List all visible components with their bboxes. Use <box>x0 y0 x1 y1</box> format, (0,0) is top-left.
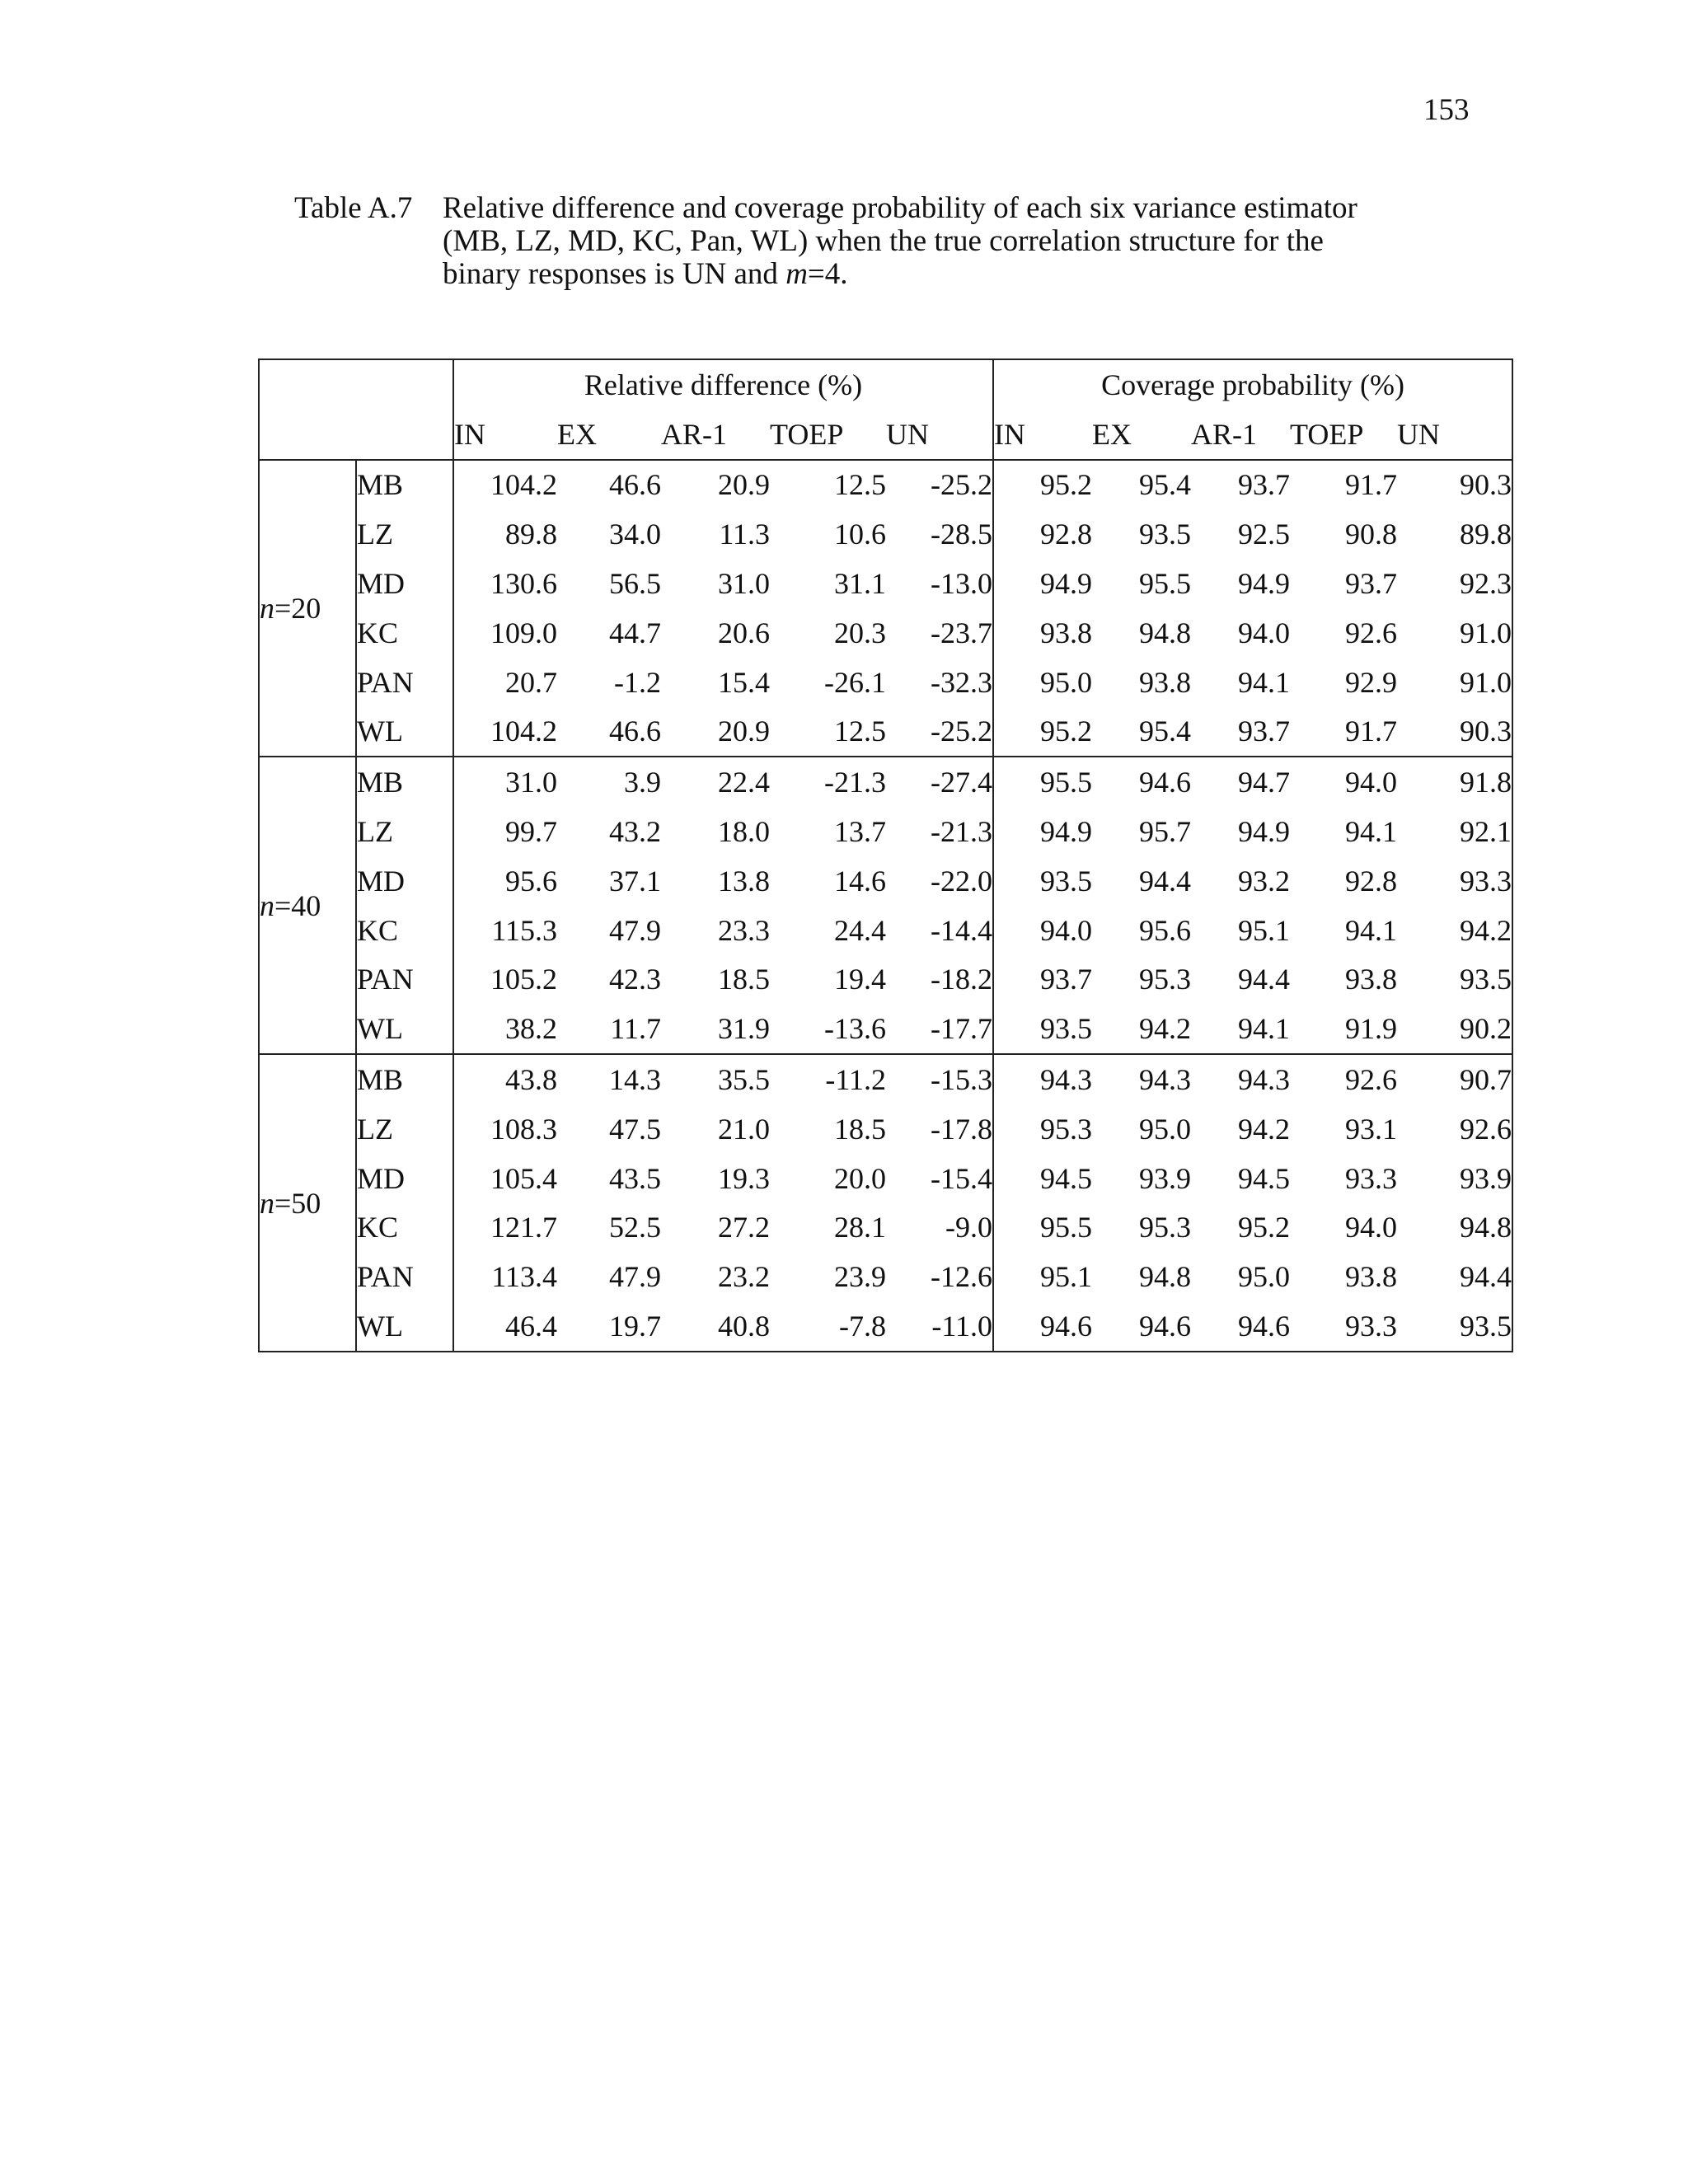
estimator-label: WL <box>356 1301 453 1352</box>
sample-size-variable: n <box>260 888 274 922</box>
relative-difference-cell: -23.7 <box>931 616 992 649</box>
relative-difference-cell: 20.7 <box>453 658 557 707</box>
coverage-probability-cell: 95.6 <box>1139 913 1191 947</box>
relative-difference-cell: 46.4 <box>453 1301 557 1352</box>
group-header-relative-difference: Relative difference (%) <box>453 359 993 410</box>
coverage-probability-cell: 93.8 <box>1345 963 1397 996</box>
relative-difference-cell: 109.0 <box>453 608 557 658</box>
coverage-probability-cell: 94.1 <box>1238 665 1290 699</box>
coverage-probability-cell: 95.1 <box>1238 913 1290 947</box>
relative-difference-cell: 38.2 <box>453 1004 557 1054</box>
page-number: 153 <box>1423 93 1470 127</box>
coverage-probability-cell: 92.1 <box>1397 807 1512 856</box>
relative-difference-cell: -11.2 <box>770 1054 886 1104</box>
coverage-probability-cell: 94.1 <box>1345 913 1397 947</box>
column-header: TOEP <box>770 417 844 451</box>
relative-difference-cell: 47.9 <box>609 1260 661 1294</box>
coverage-probability-cell: 95.0 <box>1139 1112 1191 1146</box>
estimator-label: PAN <box>356 658 453 707</box>
estimator-label: KC <box>356 906 453 955</box>
relative-difference-cell: 47.5 <box>609 1112 661 1146</box>
relative-difference-cell: 35.5 <box>661 1054 770 1104</box>
relative-difference-cell: 20.3 <box>834 616 886 649</box>
caption-line: (MB, LZ, MD, KC, Pan, WL) when the true correlation structure for the <box>443 224 1324 258</box>
table-row <box>259 1203 1512 1253</box>
relative-difference-cell: 43.2 <box>609 815 661 849</box>
table-row <box>259 707 1512 757</box>
coverage-probability-cell: 95.5 <box>993 1203 1092 1253</box>
relative-difference-cell: 31.0 <box>453 757 557 807</box>
coverage-probability-cell: 93.8 <box>1345 1260 1397 1294</box>
relative-difference-cell: 20.9 <box>718 715 770 748</box>
relative-difference-cell: 23.3 <box>718 913 770 947</box>
coverage-probability-cell: 91.9 <box>1345 1012 1397 1046</box>
column-header: EX <box>1092 417 1132 451</box>
relative-difference-cell: 20.9 <box>661 460 770 510</box>
relative-difference-cell: -9.0 <box>945 1211 992 1244</box>
coverage-probability-cell: 95.4 <box>1139 715 1191 748</box>
relative-difference-cell: 31.0 <box>718 567 770 601</box>
relative-difference-cell: -7.8 <box>770 1301 886 1352</box>
coverage-probability-cell: 94.9 <box>1238 815 1290 849</box>
coverage-probability-cell: 90.7 <box>1397 1054 1512 1104</box>
coverage-probability-cell: 92.6 <box>1397 1104 1512 1154</box>
estimator-label: WL <box>356 1004 453 1054</box>
coverage-probability-cell: 94.6 <box>1191 1301 1290 1352</box>
caption-line: Relative difference and coverage probability of each six variance estimator <box>443 191 1357 225</box>
coverage-probability-cell: 90.3 <box>1397 460 1512 510</box>
coverage-probability-cell: 94.3 <box>1191 1054 1290 1104</box>
coverage-probability-cell: 93.7 <box>1191 460 1290 510</box>
relative-difference-cell: 42.3 <box>609 963 661 996</box>
coverage-probability-cell: 95.2 <box>1238 1211 1290 1244</box>
coverage-probability-cell: 95.0 <box>1238 1260 1290 1294</box>
relative-difference-cell: 43.5 <box>609 1161 661 1195</box>
coverage-probability-cell: 94.3 <box>993 1054 1092 1104</box>
relative-difference-cell: -15.3 <box>886 1054 993 1104</box>
coverage-probability-cell: 94.2 <box>1139 1012 1191 1046</box>
estimator-label: MD <box>356 856 453 906</box>
coverage-probability-cell: 94.1 <box>1238 1012 1290 1046</box>
relative-difference-cell: -1.2 <box>614 665 661 699</box>
relative-difference-cell: 19.4 <box>834 963 886 996</box>
table-row <box>259 608 1512 658</box>
relative-difference-cell: -21.3 <box>931 815 992 849</box>
coverage-probability-cell: 89.8 <box>1397 509 1512 559</box>
coverage-probability-cell: 94.5 <box>993 1154 1092 1203</box>
caption-label: Table A.7 <box>294 191 413 225</box>
caption-line <box>443 258 1448 291</box>
estimator-label: MB <box>356 460 453 510</box>
sample-size-value: =50 <box>274 1186 321 1220</box>
coverage-probability-cell: 94.4 <box>1238 963 1290 996</box>
relative-difference-cell: 27.2 <box>718 1211 770 1244</box>
relative-difference-cell: 46.6 <box>609 715 661 748</box>
coverage-probability-cell: 93.7 <box>1238 715 1290 748</box>
relative-difference-cell: -13.6 <box>824 1012 886 1046</box>
coverage-probability-cell: 94.0 <box>1290 757 1397 807</box>
relative-difference-cell: -15.4 <box>931 1161 992 1195</box>
table-row <box>259 658 1512 707</box>
coverage-probability-cell: 91.0 <box>1397 658 1512 707</box>
coverage-probability-cell: 94.9 <box>1238 567 1290 601</box>
column-header: AR-1 <box>661 417 727 451</box>
estimator-label: PAN <box>356 1252 453 1301</box>
estimator-label: MB <box>356 757 453 807</box>
column-header: AR-1 <box>1191 417 1257 451</box>
table-row <box>259 559 1512 608</box>
coverage-probability-cell: 94.8 <box>1139 616 1191 649</box>
relative-difference-cell: 11.3 <box>719 518 770 551</box>
sample-size-variable: n <box>260 591 274 625</box>
coverage-probability-cell: 91.7 <box>1345 715 1397 748</box>
relative-difference-cell: 115.3 <box>453 906 557 955</box>
relative-difference-cell: -25.2 <box>886 460 993 510</box>
table-row <box>259 906 1512 955</box>
relative-difference-cell: 3.9 <box>557 757 661 807</box>
relative-difference-cell: 46.6 <box>557 460 661 510</box>
coverage-probability-cell: 94.9 <box>993 807 1092 856</box>
table-row <box>259 1004 1512 1054</box>
relative-difference-cell: -25.2 <box>931 715 992 748</box>
relative-difference-cell: -22.0 <box>931 864 992 898</box>
table-row <box>259 460 1512 510</box>
coverage-probability-cell: 92.6 <box>1290 1054 1397 1104</box>
sample-size-label <box>259 1054 356 1352</box>
estimator-label: PAN <box>356 955 453 1005</box>
relative-difference-cell: 18.5 <box>834 1112 886 1146</box>
relative-difference-cell: 13.8 <box>718 864 770 898</box>
coverage-probability-cell: 93.8 <box>1139 665 1191 699</box>
coverage-probability-cell: 94.8 <box>1397 1203 1512 1253</box>
coverage-probability-cell: 95.5 <box>993 757 1092 807</box>
relative-difference-cell: 31.1 <box>834 567 886 601</box>
relative-difference-cell: 95.6 <box>453 856 557 906</box>
coverage-probability-cell: 95.0 <box>993 658 1092 707</box>
coverage-probability-cell: 93.3 <box>1397 856 1512 906</box>
relative-difference-cell: 18.5 <box>718 963 770 996</box>
coverage-probability-cell: 94.6 <box>1092 1301 1191 1352</box>
table-row <box>259 856 1512 906</box>
relative-difference-cell: -32.3 <box>931 665 992 699</box>
coverage-probability-cell: 92.9 <box>1345 665 1397 699</box>
table-row <box>259 1154 1512 1203</box>
coverage-probability-cell: 95.2 <box>993 460 1092 510</box>
sample-size-label <box>259 757 356 1054</box>
coverage-probability-cell: 95.7 <box>1139 815 1191 849</box>
relative-difference-cell: -12.6 <box>931 1260 992 1294</box>
coverage-probability-cell: 93.5 <box>1397 1301 1512 1352</box>
relative-difference-cell: 99.7 <box>453 807 557 856</box>
coverage-probability-cell: 94.8 <box>1139 1260 1191 1294</box>
column-header: IN <box>993 410 1092 460</box>
coverage-probability-cell: 94.0 <box>993 906 1092 955</box>
table-row <box>259 1104 1512 1154</box>
coverage-probability-cell: 94.7 <box>1191 757 1290 807</box>
relative-difference-cell: 10.6 <box>834 518 886 551</box>
relative-difference-cell: 14.6 <box>834 864 886 898</box>
coverage-probability-cell: 93.2 <box>1238 864 1290 898</box>
coverage-probability-cell: 94.0 <box>1238 616 1290 649</box>
relative-difference-cell: 105.2 <box>453 955 557 1005</box>
relative-difference-cell: 56.5 <box>609 567 661 601</box>
table-row <box>259 509 1512 559</box>
relative-difference-cell: 40.8 <box>661 1301 770 1352</box>
coverage-probability-cell: 94.5 <box>1238 1161 1290 1195</box>
coverage-probability-cell: 94.4 <box>1139 864 1191 898</box>
table-row <box>259 1252 1512 1301</box>
relative-difference-cell: 104.2 <box>453 460 557 510</box>
relative-difference-cell: 52.5 <box>609 1211 661 1244</box>
coverage-probability-cell: 91.8 <box>1397 757 1512 807</box>
relative-difference-cell: -17.8 <box>931 1112 992 1146</box>
caption-text-segment: =4. <box>807 257 848 291</box>
relative-difference-cell: 12.5 <box>834 715 886 748</box>
relative-difference-cell: -14.4 <box>931 913 992 947</box>
coverage-probability-cell: 91.7 <box>1290 460 1397 510</box>
relative-difference-cell: 15.4 <box>718 665 770 699</box>
coverage-probability-cell: 92.8 <box>993 509 1092 559</box>
relative-difference-cell: 104.2 <box>453 707 557 757</box>
coverage-probability-cell: 93.5 <box>1139 518 1191 551</box>
relative-difference-cell: 19.3 <box>718 1161 770 1195</box>
coverage-probability-cell: 93.7 <box>1345 567 1397 601</box>
coverage-probability-cell: 91.0 <box>1397 608 1512 658</box>
coverage-probability-cell: 94.9 <box>993 559 1092 608</box>
relative-difference-cell: 89.8 <box>453 509 557 559</box>
column-header: TOEP <box>1290 417 1364 451</box>
relative-difference-cell: -26.1 <box>824 665 886 699</box>
column-header: EX <box>557 417 597 451</box>
column-header: IN <box>453 410 557 460</box>
coverage-probability-cell: 95.4 <box>1092 460 1191 510</box>
coverage-probability-cell: 95.2 <box>993 707 1092 757</box>
relative-difference-cell: 37.1 <box>609 864 661 898</box>
sample-size-value: =40 <box>274 888 321 922</box>
estimator-label: MD <box>356 559 453 608</box>
group-header-coverage-probability: Coverage probability (%) <box>993 359 1512 410</box>
coverage-probability-cell: 92.3 <box>1397 559 1512 608</box>
coverage-probability-cell: 92.8 <box>1345 864 1397 898</box>
relative-difference-cell: 19.7 <box>557 1301 661 1352</box>
relative-difference-cell: 113.4 <box>453 1252 557 1301</box>
relative-difference-cell: 20.0 <box>834 1161 886 1195</box>
caption-text <box>443 192 1448 291</box>
coverage-probability-cell: 93.1 <box>1345 1112 1397 1146</box>
coverage-probability-cell: 95.3 <box>1139 963 1191 996</box>
estimator-label: KC <box>356 608 453 658</box>
relative-difference-cell: -17.7 <box>931 1012 992 1046</box>
relative-difference-cell: 44.7 <box>609 616 661 649</box>
coverage-probability-cell: 90.2 <box>1397 1004 1512 1054</box>
relative-difference-cell: 18.0 <box>718 815 770 849</box>
relative-difference-cell: 23.9 <box>834 1260 886 1294</box>
estimator-label: KC <box>356 1203 453 1253</box>
estimator-label: LZ <box>356 1104 453 1154</box>
coverage-probability-cell: 93.3 <box>1345 1161 1397 1195</box>
table-row <box>259 1054 1512 1104</box>
relative-difference-cell: 24.4 <box>834 913 886 947</box>
column-header: UN <box>1397 410 1512 460</box>
relative-difference-cell: 12.5 <box>770 460 886 510</box>
relative-difference-cell: 21.0 <box>718 1112 770 1146</box>
relative-difference-cell: 22.4 <box>661 757 770 807</box>
estimator-label: LZ <box>356 807 453 856</box>
coverage-probability-cell: 90.8 <box>1345 518 1397 551</box>
coverage-probability-cell: 93.5 <box>993 1004 1092 1054</box>
coverage-probability-cell: 92.5 <box>1238 518 1290 551</box>
coverage-probability-cell: 94.6 <box>993 1301 1092 1352</box>
relative-difference-cell: 121.7 <box>453 1203 557 1253</box>
coverage-probability-cell: 93.3 <box>1290 1301 1397 1352</box>
relative-difference-cell: -27.4 <box>886 757 993 807</box>
coverage-probability-cell: 95.3 <box>1139 1211 1191 1244</box>
relative-difference-cell: -11.0 <box>886 1301 993 1352</box>
relative-difference-cell: 20.6 <box>718 616 770 649</box>
caption-variable: m <box>785 257 808 291</box>
relative-difference-cell: 105.4 <box>453 1154 557 1203</box>
relative-difference-cell: 108.3 <box>453 1104 557 1154</box>
relative-difference-cell: -13.0 <box>931 567 992 601</box>
coverage-probability-cell: 95.5 <box>1139 567 1191 601</box>
coverage-probability-cell: 93.9 <box>1397 1154 1512 1203</box>
column-header: UN <box>886 417 929 451</box>
table-body <box>259 460 1512 1352</box>
relative-difference-cell: 31.9 <box>718 1012 770 1046</box>
coverage-probability-cell: 94.1 <box>1345 815 1397 849</box>
relative-difference-cell: 13.7 <box>834 815 886 849</box>
table-row <box>259 1301 1512 1352</box>
relative-difference-cell: 47.9 <box>609 913 661 947</box>
results-table <box>258 359 1513 1352</box>
sample-size-variable: n <box>260 1186 274 1220</box>
sample-size-value: =20 <box>274 591 321 625</box>
coverage-probability-cell: 95.1 <box>993 1252 1092 1301</box>
coverage-probability-cell: 93.5 <box>993 856 1092 906</box>
coverage-probability-cell: 93.8 <box>993 608 1092 658</box>
table-row <box>259 955 1512 1005</box>
table-row <box>259 807 1512 856</box>
caption-text-segment: binary responses is UN and <box>443 257 786 291</box>
coverage-probability-cell: 94.2 <box>1238 1112 1290 1146</box>
relative-difference-cell: 11.7 <box>610 1012 661 1046</box>
estimator-label: MB <box>356 1054 453 1104</box>
coverage-probability-cell: 92.6 <box>1345 616 1397 649</box>
relative-difference-cell: 28.1 <box>834 1211 886 1244</box>
coverage-probability-cell: 93.5 <box>1397 955 1512 1005</box>
estimator-label: LZ <box>356 509 453 559</box>
coverage-probability-cell: 95.3 <box>993 1104 1092 1154</box>
relative-difference-cell: -28.5 <box>931 518 992 551</box>
coverage-probability-cell: 94.4 <box>1397 1252 1512 1301</box>
coverage-probability-cell: 94.6 <box>1092 757 1191 807</box>
relative-difference-cell: 34.0 <box>609 518 661 551</box>
coverage-probability-cell: 94.0 <box>1345 1211 1397 1244</box>
coverage-probability-cell: 94.3 <box>1092 1054 1191 1104</box>
coverage-probability-cell: 93.7 <box>993 955 1092 1005</box>
coverage-probability-cell: 94.2 <box>1397 906 1512 955</box>
relative-difference-cell: -18.2 <box>931 963 992 996</box>
estimator-label: MD <box>356 1154 453 1203</box>
relative-difference-cell: 14.3 <box>557 1054 661 1104</box>
header-corner <box>259 359 453 460</box>
sample-size-label <box>259 460 356 757</box>
estimator-label: WL <box>356 707 453 757</box>
coverage-probability-cell: 93.9 <box>1139 1161 1191 1195</box>
relative-difference-cell: -21.3 <box>770 757 886 807</box>
relative-difference-cell: 23.2 <box>718 1260 770 1294</box>
table-row <box>259 757 1512 807</box>
coverage-probability-cell: 90.3 <box>1397 707 1512 757</box>
relative-difference-cell: 43.8 <box>453 1054 557 1104</box>
relative-difference-cell: 130.6 <box>453 559 557 608</box>
